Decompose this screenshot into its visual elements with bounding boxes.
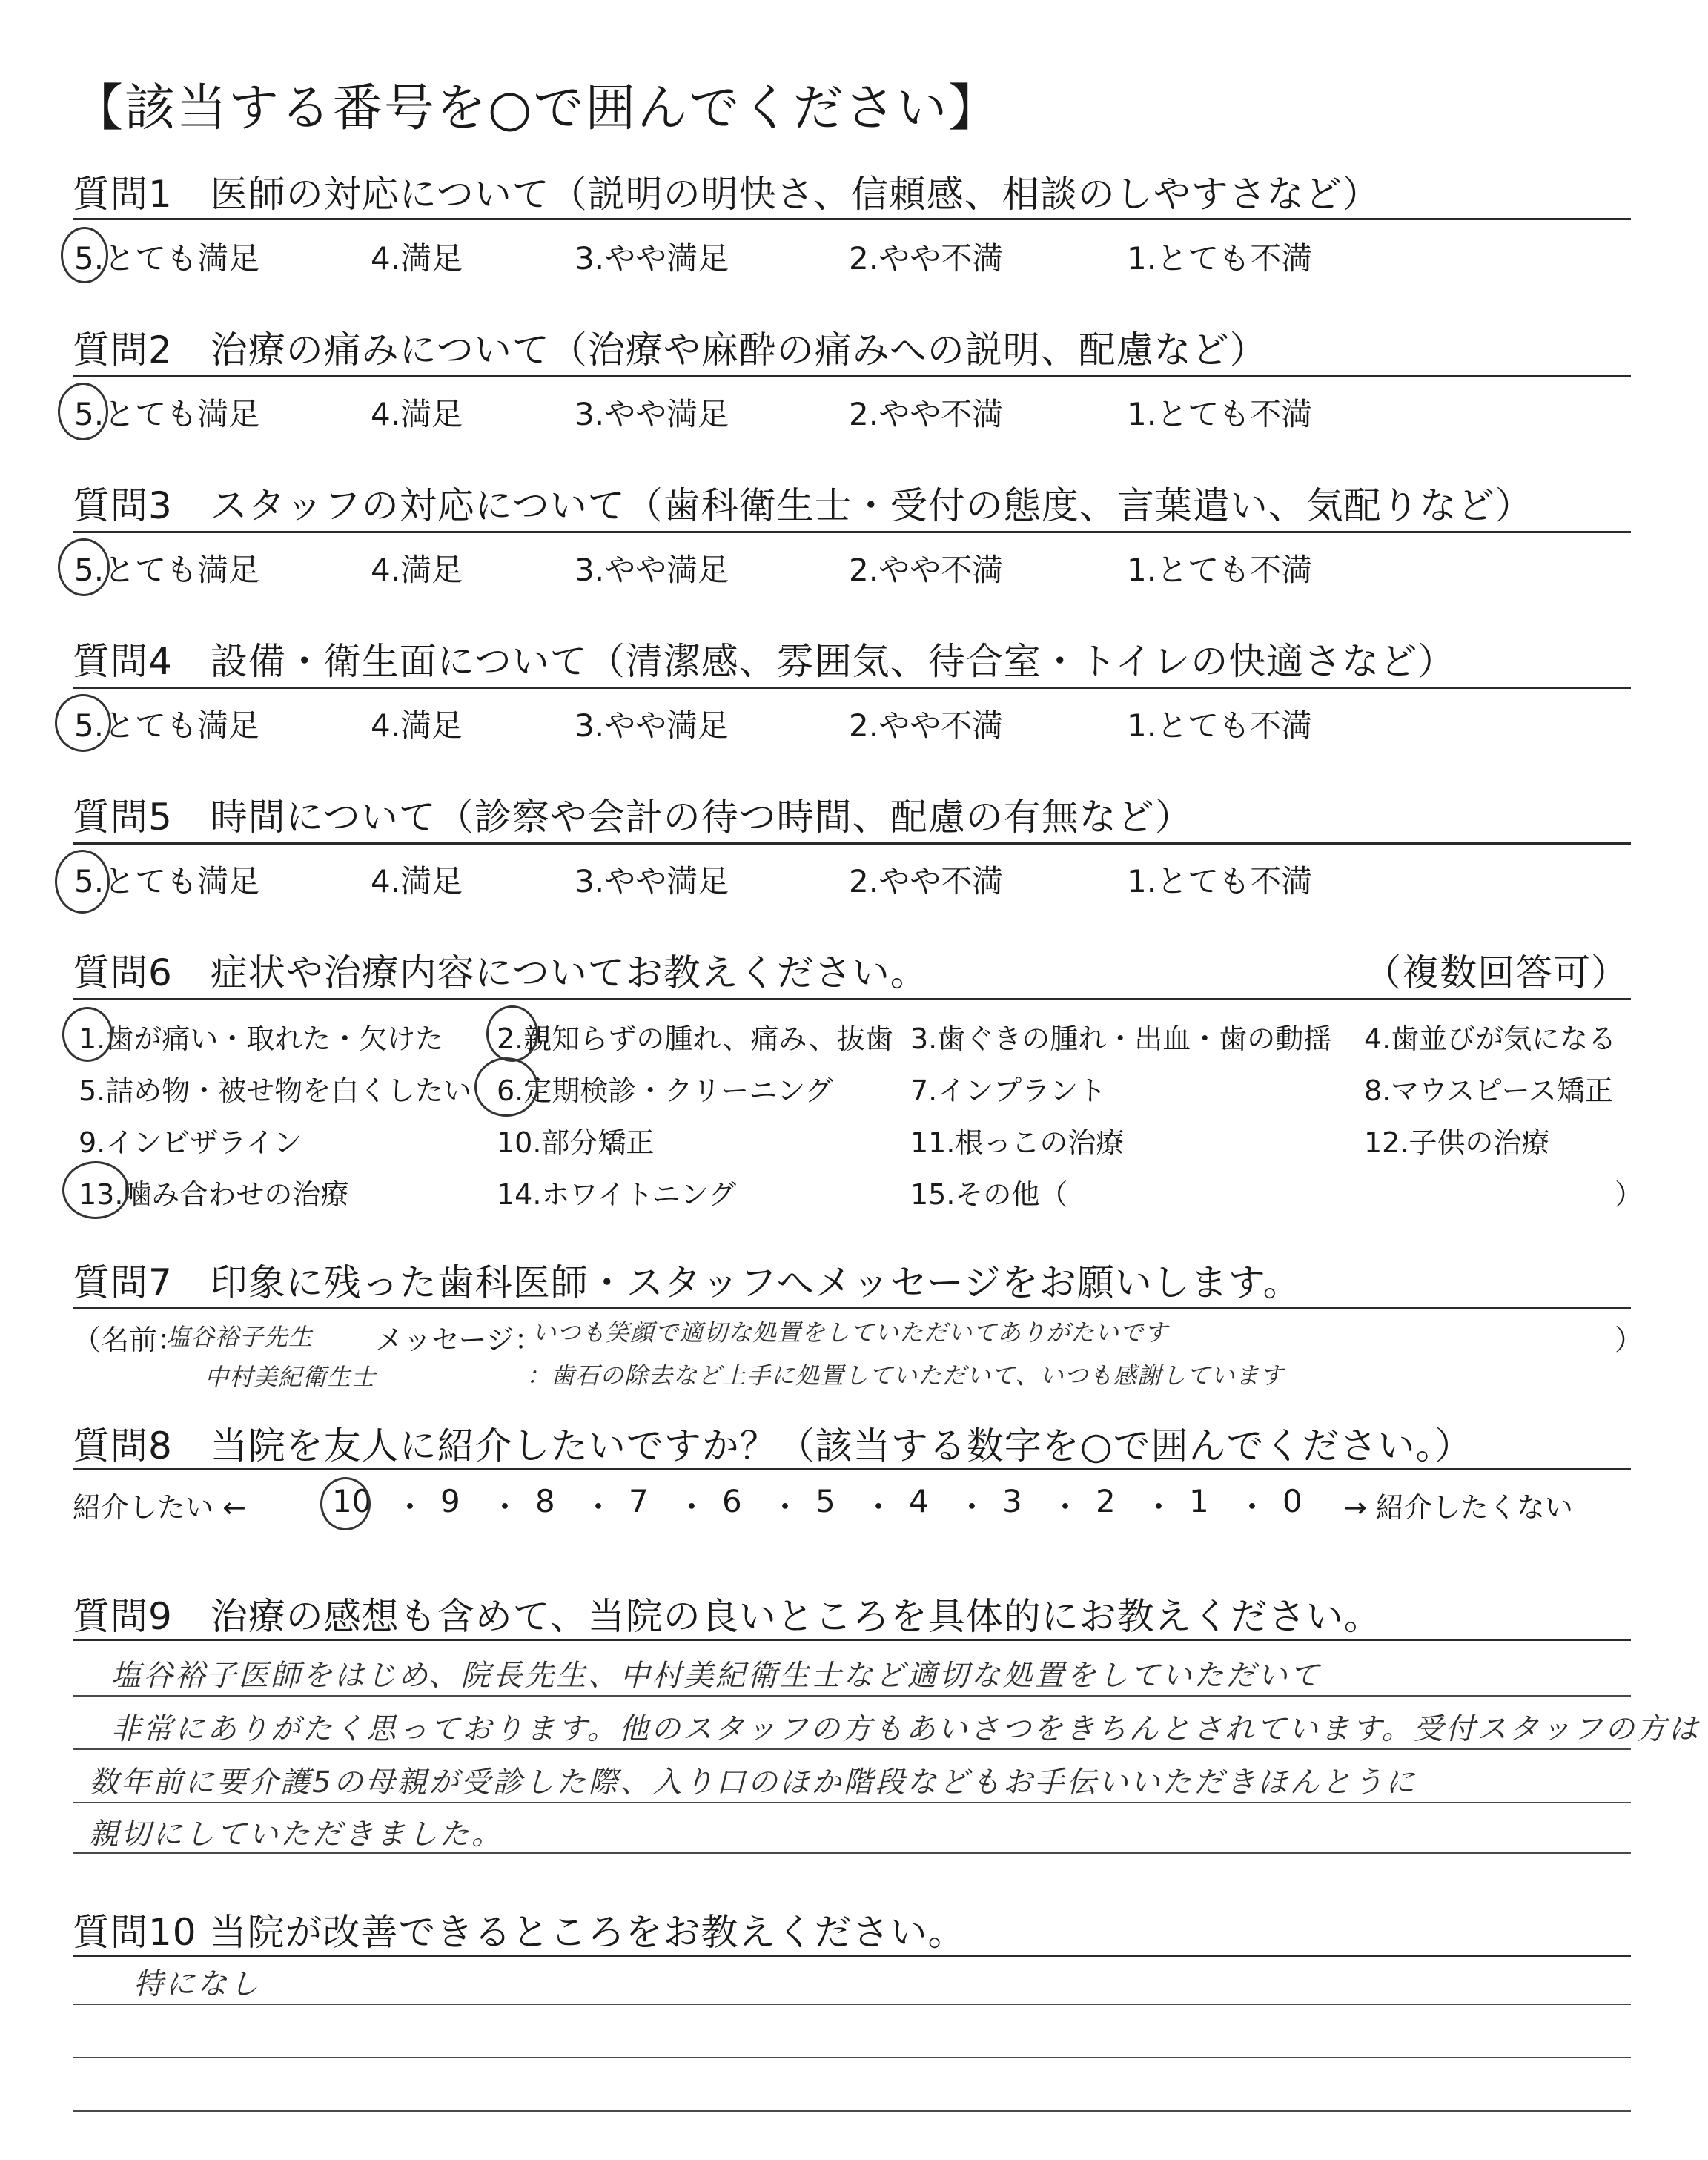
- q5-option-5[interactable]: 5.とても満足: [74, 863, 260, 899]
- q5-option-2[interactable]: 2.やや不満: [849, 863, 1004, 899]
- q1-option-1[interactable]: 1.とても不満: [1127, 240, 1313, 277]
- q9-writing-line: [73, 1852, 1631, 1854]
- q5-option-1[interactable]: 1.とても不満: [1127, 863, 1313, 899]
- q7-message-label: メッセージ：: [375, 1324, 543, 1356]
- q6-option-10[interactable]: 10.部分矯正: [497, 1126, 655, 1159]
- q8-scale-dot: ・: [676, 1489, 708, 1525]
- q10-rule: [73, 1955, 1631, 1957]
- q8-scale-dot: ・: [956, 1489, 988, 1525]
- q6-option-11[interactable]: 11.根っこの治療: [910, 1126, 1125, 1159]
- q2-selection-circle: [58, 383, 108, 440]
- q8-right-label: → 紹介したくない: [1343, 1491, 1573, 1524]
- q5-option-4[interactable]: 4.満足: [371, 863, 463, 899]
- q2-option-4[interactable]: 4.満足: [371, 396, 463, 432]
- q8-scale-dot: ・: [769, 1489, 801, 1525]
- q6-option-8[interactable]: 8.マウスピース矯正: [1364, 1074, 1613, 1107]
- q9-writing-line: [73, 1802, 1631, 1803]
- q8-scale-10[interactable]: 10: [332, 1483, 372, 1519]
- q8-heading: 質問8 当院を友人に紹介したいですか？（該当する数字を○で囲んでください。）: [73, 1424, 1473, 1467]
- q8-scale-5[interactable]: 5: [815, 1483, 835, 1519]
- q7-handwritten-name-1: 塩谷裕子先生: [166, 1323, 314, 1351]
- q8-scale-dot: ・: [583, 1489, 615, 1525]
- q9-writing-line: [73, 1695, 1631, 1697]
- q6-option-1[interactable]: 1.歯が痛い・取れた・欠けた: [79, 1023, 444, 1055]
- q9-handwritten-line-2: 非常にありがたく思っております。他のスタッフの方もあいさつをきちんとされています。受付スタッフの方は: [111, 1712, 1701, 1746]
- q3-option-2[interactable]: 2.やや不満: [849, 552, 1004, 588]
- q9-handwritten-line-1: 塩谷裕子医師をはじめ、院長先生、中村美紀衛生士など適切な処置をしていただいて: [111, 1659, 1322, 1693]
- q4-rule: [73, 687, 1631, 689]
- q9-rule: [73, 1639, 1631, 1641]
- q9-handwritten-line-4: 親切にしていただきました。: [89, 1817, 503, 1852]
- q6-option-9[interactable]: 9.インビザライン: [79, 1126, 302, 1159]
- q10-handwritten-line-1: 特になし: [133, 1967, 261, 2001]
- q8-scale-dot: ・: [863, 1489, 895, 1525]
- q1-rule: [73, 218, 1631, 220]
- q10-writing-line: [73, 2004, 1631, 2005]
- q6-option-14[interactable]: 14.ホワイトニング: [497, 1178, 737, 1211]
- q6-selection-circle-6: [474, 1057, 538, 1117]
- q4-option-4[interactable]: 4.満足: [371, 707, 463, 744]
- q8-scale-4[interactable]: 4: [909, 1483, 929, 1519]
- q2-heading: 質問2 治療の痛みについて（治療や麻酔の痛みへの説明、配慮など）: [73, 328, 1268, 371]
- q8-scale-dot: ・: [1237, 1489, 1268, 1525]
- q1-option-4[interactable]: 4.満足: [371, 240, 463, 277]
- q4-option-3[interactable]: 3.やや満足: [575, 707, 729, 744]
- q8-scale-dot: ・: [1050, 1489, 1082, 1525]
- q5-option-3[interactable]: 3.やや満足: [575, 863, 729, 899]
- q2-option-2[interactable]: 2.やや不満: [849, 396, 1004, 432]
- q7-handwritten-message-2: ：歯石の除去など上手に処置していただいて、いつも感謝しています: [526, 1361, 1285, 1390]
- q4-option-2[interactable]: 2.やや不満: [849, 707, 1004, 744]
- q8-scale-dot: ・: [489, 1489, 521, 1525]
- q4-option-5[interactable]: 5.とても満足: [74, 707, 260, 744]
- q8-scale-dot: ・: [1143, 1489, 1175, 1525]
- q8-scale-1[interactable]: 1: [1189, 1483, 1209, 1519]
- q4-option-1[interactable]: 1.とても不満: [1127, 707, 1313, 744]
- q6-option-7[interactable]: 7.インプラント: [910, 1074, 1107, 1107]
- q3-option-1[interactable]: 1.とても不満: [1127, 552, 1313, 588]
- q2-option-5[interactable]: 5.とても満足: [74, 396, 260, 432]
- q6-multiple-note: （複数回答可）: [1364, 951, 1629, 994]
- q8-scale-2[interactable]: 2: [1096, 1483, 1116, 1519]
- q1-option-2[interactable]: 2.やや不満: [849, 240, 1004, 277]
- q3-selection-circle: [58, 538, 110, 596]
- q5-selection-circle: [55, 850, 110, 914]
- q8-scale-7[interactable]: 7: [629, 1483, 649, 1519]
- q8-rule: [73, 1468, 1631, 1470]
- q7-rule: [73, 1307, 1631, 1309]
- form-title: 【該当する番号を○で囲んでください】: [73, 79, 1001, 138]
- q5-rule: [73, 842, 1631, 845]
- q6-option-13[interactable]: 13.噛み合わせの治療: [79, 1178, 349, 1211]
- q6-option-12[interactable]: 12.子供の治療: [1364, 1126, 1550, 1159]
- q7-handwritten-message-1: いつも笑顔で適切な処置をしていただいてありがたいです: [532, 1318, 1169, 1347]
- q9-writing-line: [73, 1748, 1631, 1750]
- q2-option-1[interactable]: 1.とても不満: [1127, 396, 1313, 432]
- q1-option-3[interactable]: 3.やや満足: [575, 240, 729, 277]
- q6-option-6[interactable]: 6.定期検診・クリーニング: [497, 1074, 833, 1107]
- q1-heading: 質問1 医師の対応について（説明の明快さ、信頼感、相談のしやすさなど）: [73, 173, 1380, 216]
- q10-writing-line: [73, 2057, 1631, 2058]
- q6-selection-circle-13: [62, 1161, 129, 1219]
- q6-option-4[interactable]: 4.歯並びが気になる: [1364, 1023, 1617, 1055]
- q3-option-3[interactable]: 3.やや満足: [575, 552, 729, 588]
- q7-heading: 質問7 印象に残った歯科医師・スタッフへメッセージをお願いします。: [73, 1261, 1301, 1304]
- q7-close-paren: ）: [1615, 1324, 1644, 1356]
- q3-option-5[interactable]: 5.とても満足: [74, 552, 260, 588]
- q6-rule: [73, 998, 1631, 1000]
- q9-heading: 質問9 治療の感想も含めて、当院の良いところを具体的にお教えください。: [73, 1595, 1382, 1638]
- q6-option-15-close: ）: [1615, 1178, 1644, 1211]
- q4-heading: 質問4 設備・衛生面について（清潔感、雰囲気、待合室・トイレの快適さなど）: [73, 640, 1456, 683]
- q8-scale-8[interactable]: 8: [535, 1483, 555, 1519]
- q5-heading: 質問5 時間について（診察や会計の待つ時間、配慮の有無など）: [73, 796, 1193, 839]
- q2-rule: [73, 375, 1631, 377]
- q8-scale-0[interactable]: 0: [1282, 1483, 1302, 1519]
- q4-selection-circle: [55, 694, 111, 752]
- q10-heading: 質問10 当院が改善できるところをお教えください。: [73, 1911, 966, 1954]
- q2-option-3[interactable]: 3.やや満足: [575, 396, 729, 432]
- q1-option-5[interactable]: 5.とても満足: [74, 240, 260, 277]
- q6-option-15[interactable]: 15.その他（: [910, 1178, 1068, 1211]
- q6-option-2[interactable]: 2.親知らずの腫れ、痛み、抜歯: [497, 1023, 893, 1055]
- q6-option-5[interactable]: 5.詰め物・被せ物を白くしたい: [79, 1074, 472, 1107]
- q3-rule: [73, 531, 1631, 533]
- q8-left-label: 紹介したい ←: [73, 1491, 246, 1524]
- q8-scale-9[interactable]: 9: [440, 1483, 460, 1519]
- q1-selection-circle: [61, 227, 108, 283]
- q8-scale-3[interactable]: 3: [1002, 1483, 1022, 1519]
- q9-handwritten-line-3: 数年前に要介護5の母親が受診した際、入り口のほか階段などもお手伝いいただきほんとうに: [89, 1766, 1417, 1800]
- q6-heading: 質問6 症状や治療内容についてお教えください。: [73, 951, 928, 994]
- q8-selection-circle: [320, 1477, 371, 1530]
- q3-heading: 質問3 スタッフの対応について（歯科衛生士・受付の態度、言葉遣い、気配りなど）: [73, 484, 1533, 527]
- q6-option-3[interactable]: 3.歯ぐきの腫れ・出血・歯の動揺: [910, 1023, 1332, 1055]
- q6-selection-circle-1: [62, 1007, 113, 1062]
- q8-scale-6[interactable]: 6: [722, 1483, 742, 1519]
- q7-name-label: （名前：: [73, 1324, 186, 1356]
- q6-selection-circle-2: [486, 1005, 538, 1062]
- q7-handwritten-name-2: 中村美紀衛生士: [205, 1363, 377, 1391]
- q3-option-4[interactable]: 4.満足: [371, 552, 463, 588]
- q8-scale-dot: ・: [394, 1489, 426, 1525]
- q10-writing-line: [73, 2110, 1631, 2112]
